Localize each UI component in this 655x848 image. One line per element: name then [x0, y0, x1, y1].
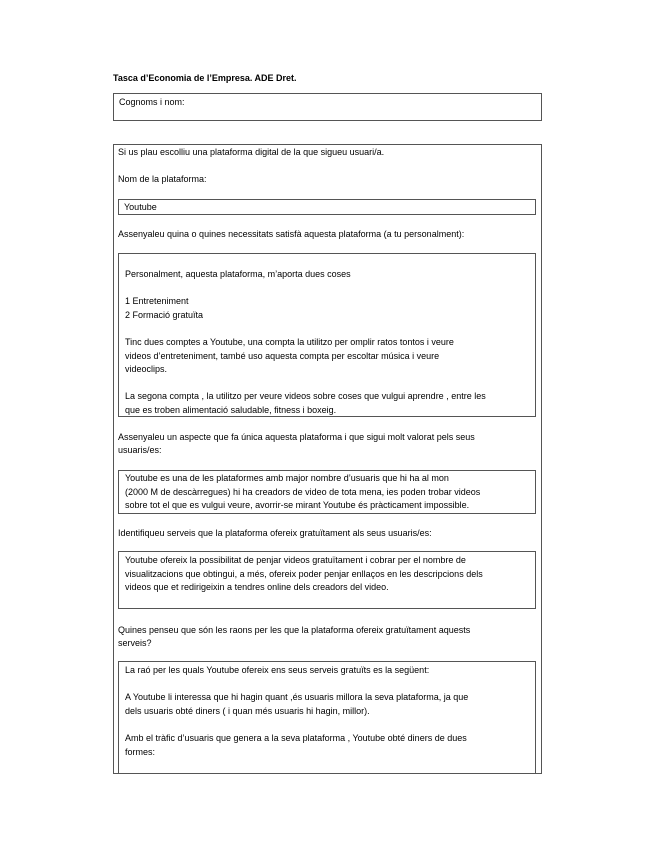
- answer-unique-line: (2000 M de descàrregues) hi ha creadors de video de tota mena, ies poden trobar videos: [125, 486, 481, 497]
- answer-needs-text: [125, 268, 486, 418]
- answer-reasons-box: [118, 661, 536, 774]
- answer-reasons-line: [125, 678, 468, 692]
- answer-unique-line: sobre tot el que es vulgui veure, avorrir-se mirant Youtube és pràcticament impossible.: [125, 500, 470, 511]
- platform-value: Youtube: [124, 202, 157, 212]
- answer-reasons-line: dels usuaris obté diners ( i quan més usuaris hi hagin, millor).: [125, 705, 370, 716]
- answer-unique-text: [125, 472, 480, 513]
- answer-free-line: visualitzacions que obtingui, a més, ofereix poder penjar enllaços en les descripcions dels: [125, 568, 483, 579]
- name-field-box: [113, 93, 542, 121]
- question-reasons-line: serveis?: [118, 638, 152, 648]
- answer-reasons-line: Amb el tràfic d’usuaris que genera a la seva plataforma , Youtube obté diners de dues: [125, 732, 467, 743]
- answer-needs-line: Personalment, aquesta plataforma, m’aporta dues coses: [125, 269, 351, 279]
- answer-needs-line: videoclips.: [125, 364, 168, 375]
- answer-needs-line: La segona compta , la utilitzo per veure videos sobre coses que vulgui aprendre , entre les: [125, 391, 486, 402]
- answer-reasons-line: [125, 718, 468, 732]
- question-needs: Assenyaleu quina o quines necessitats satisfà aquesta plataforma (a tu personalment):: [118, 229, 465, 239]
- answer-free-line: Youtube ofereix la possibilitat de penjar videos gratuïtament i cobrar per el nombre de: [125, 555, 466, 565]
- answer-reasons-text: [125, 664, 468, 759]
- answer-reasons-line: La raó per les quals Youtube ofereix ens seus serveis gratuïts es la següent:: [125, 665, 430, 675]
- question-free-services: Identifiqueu serveis que la plataforma ofereix gratuïtament als seus usuaris/es:: [118, 528, 432, 538]
- answer-free-services-text: [125, 554, 483, 595]
- document-header: Tasca d’Economia de l’Empresa. ADE Dret.: [113, 73, 297, 83]
- intro-text: Si us plau escolliu una plataforma digital de la que sigueu usuari/a.: [118, 147, 385, 157]
- question-unique-line: Assenyaleu un aspecte que fa única aquesta plataforma i que sigui molt valorat pels seus: [118, 432, 475, 442]
- answer-free-services-box: [118, 551, 536, 609]
- answer-needs-box: [118, 253, 536, 417]
- answer-needs-line: que es troben alimentació saludable, fitness i boxeig.: [125, 404, 337, 415]
- question-unique-line: usuaris/es:: [118, 445, 162, 455]
- question-unique-aspect: [118, 431, 475, 457]
- platform-label: Nom de la plataforma:: [118, 174, 207, 184]
- answer-unique-line: Youtube es una de les plataformes amb major nombre d’usuaris que hi ha al mon: [125, 473, 449, 483]
- answer-needs-line: [125, 282, 486, 296]
- answer-needs-line: [125, 322, 486, 336]
- answer-needs-line: videos d’entreteniment, també uso aquesta compta per escoltar música i veure: [125, 350, 440, 361]
- answer-free-line: videos que et redirigeixin a tendres online dels creadors del video.: [125, 582, 389, 593]
- answer-reasons-line: A Youtube li interessa que hi hagin quant ,és usuaris millora la seva plataforma, ja que: [125, 692, 469, 703]
- answer-reasons-line: formes:: [125, 746, 156, 757]
- question-reasons-line: Quines penseu que són les raons per les que la plataforma ofereix gratuïtament aquests: [118, 625, 471, 635]
- answer-needs-line: [125, 377, 486, 391]
- platform-value-box: [118, 199, 536, 215]
- answer-needs-line: Tinc dues comptes a Youtube, una compta la utilitzo per omplir ratos tontos i veure: [125, 336, 454, 347]
- name-label: Cognoms i nom:: [119, 97, 185, 107]
- question-reasons: [118, 624, 470, 650]
- answer-needs-line: 2 Formació gratuïta: [125, 309, 204, 320]
- answer-unique-box: [118, 470, 536, 514]
- answer-needs-line: 1 Entreteniment: [125, 296, 189, 307]
